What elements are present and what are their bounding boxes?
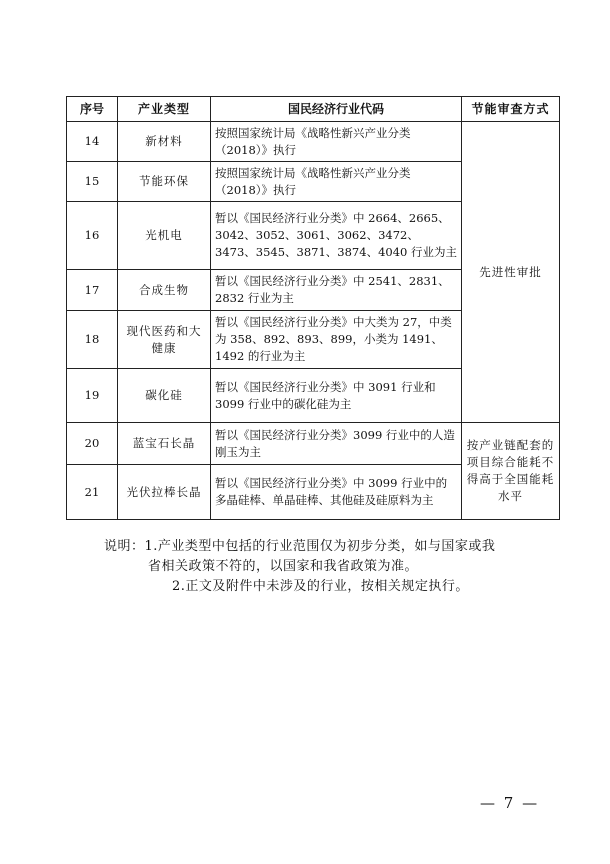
row-type: 蓝宝石长晶	[118, 423, 211, 465]
row-type: 光机电	[118, 202, 211, 270]
row-no: 19	[67, 369, 118, 423]
notes-section	[104, 537, 534, 597]
table-row	[67, 122, 560, 162]
row-code: 暂以《国民经济行业分类》3099 行业中的人造刚玉为主	[211, 423, 462, 465]
note-line-2: 省相关政策不符的，以国家和我省政策为准。	[148, 559, 419, 574]
row-no: 14	[67, 122, 118, 162]
page-number: — 7 —	[480, 794, 540, 812]
header-no: 序号	[67, 97, 118, 122]
row-type: 碳化硅	[118, 369, 211, 423]
row-code: 暂以《国民经济行业分类》中 3099 行业中的多晶硅棒、单晶硅棒、其他硅及硅原料为主	[211, 465, 462, 520]
review-mode-energy: 按产业链配套的项目综合能耗不得高于全国能耗水平	[462, 423, 560, 520]
row-code: 暂以《国民经济行业分类》中 2541、2831、2832 行业为主	[211, 270, 462, 311]
row-type: 新材料	[118, 122, 211, 162]
row-no: 17	[67, 270, 118, 311]
row-type: 现代医药和大健康	[118, 311, 211, 369]
row-no: 16	[67, 202, 118, 270]
row-no: 21	[67, 465, 118, 520]
note-line-3: 2.正文及附件中未涉及的行业，按相关规定执行。	[172, 579, 469, 594]
row-code: 按照国家统计局《战略性新兴产业分类（2018）》执行	[211, 122, 462, 162]
row-no: 18	[67, 311, 118, 369]
table-header-row	[67, 97, 560, 122]
row-no: 20	[67, 423, 118, 465]
header-type: 产业类型	[118, 97, 211, 122]
row-code: 暂以《国民经济行业分类》中 2664、2665、3042、3052、3061、3062、3472、3473、3545、3871、3874、4040 行业为主	[211, 202, 462, 270]
note-line-1: 说明：1.产业类型中包括的行业范围仅为初步分类，如与国家或我	[104, 539, 496, 554]
row-code: 按照国家统计局《战略性新兴产业分类（2018）》执行	[211, 162, 462, 202]
row-code: 暂以《国民经济行业分类》中 3091 行业和 3099 行业中的碳化硅为主	[211, 369, 462, 423]
row-type: 节能环保	[118, 162, 211, 202]
header-code: 国民经济行业代码	[211, 97, 462, 122]
row-type: 合成生物	[118, 270, 211, 311]
table-row	[67, 423, 560, 465]
review-mode-advanced: 先进性审批	[462, 122, 560, 423]
row-type: 光伏拉棒长晶	[118, 465, 211, 520]
header-mode: 节能审查方式	[462, 97, 560, 122]
industry-table	[66, 96, 560, 520]
row-no: 15	[67, 162, 118, 202]
row-code: 暂以《国民经济行业分类》中大类为 27，中类为 358、892、893、899，小类为 1491、1492 的行业为主	[211, 311, 462, 369]
